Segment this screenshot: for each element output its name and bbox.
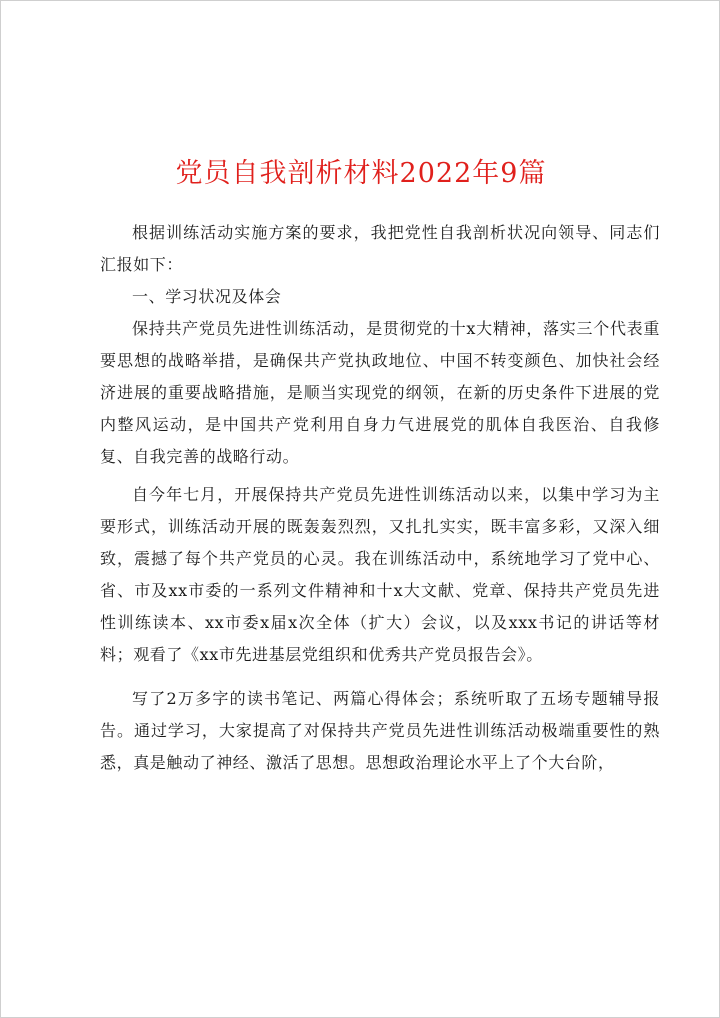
- paragraph-intro: 根据训练活动实施方案的要求，我把党性自我剖析状况向领导、同志们汇报如下：: [100, 223, 660, 274]
- paragraph-significance: 保持共产党员先进性训练活动，是贯彻党的十x大精神，落实三个代表重要思想的战略举措，是确保共产党执政地位、中国不转变颜色、加快社会经济进展的重要战略措施，是顺当实现党的纲领，在新的历史条件下进展的党内整风运动，是中国共产党利用自身力气进展党的肌体自我医治、自我修复、自我完善的战略行动。: [100, 319, 660, 466]
- document-body: [100, 217, 660, 779]
- document-title: 党员自我剖析材料2022年9篇: [175, 158, 547, 189]
- section-heading-study: 一、学习状况及体会: [132, 287, 282, 306]
- paragraph-activities: 自今年七月，开展保持共产党员先进性训练活动以来，以集中学习为主要形式，训练活动开展的既轰轰烈烈，又扎扎实实，既丰富多彩，又深入细致，震撼了每个共产党员的心灵。我在训练活动中，系统地学习了党中心、省、市及xx市委的一系列文件精神和十x大文献、党章、保持共产党员先进性训练读本、xx市委x届x次全体（扩大）会议，以及xxx书记的讲话等材料；观看了《xx市先进基层党组织和优秀共产党员报告会》。: [100, 485, 660, 664]
- paragraph-notes: 写了2万多字的读书笔记、两篇心得体会；系统听取了五场专题辅导报告。通过学习，大家提高了对保持共产党员先进性训练活动极端重要性的熟悉，真是触动了神经、激活了思想。思想政治理论水平上了个大台阶，: [100, 689, 660, 772]
